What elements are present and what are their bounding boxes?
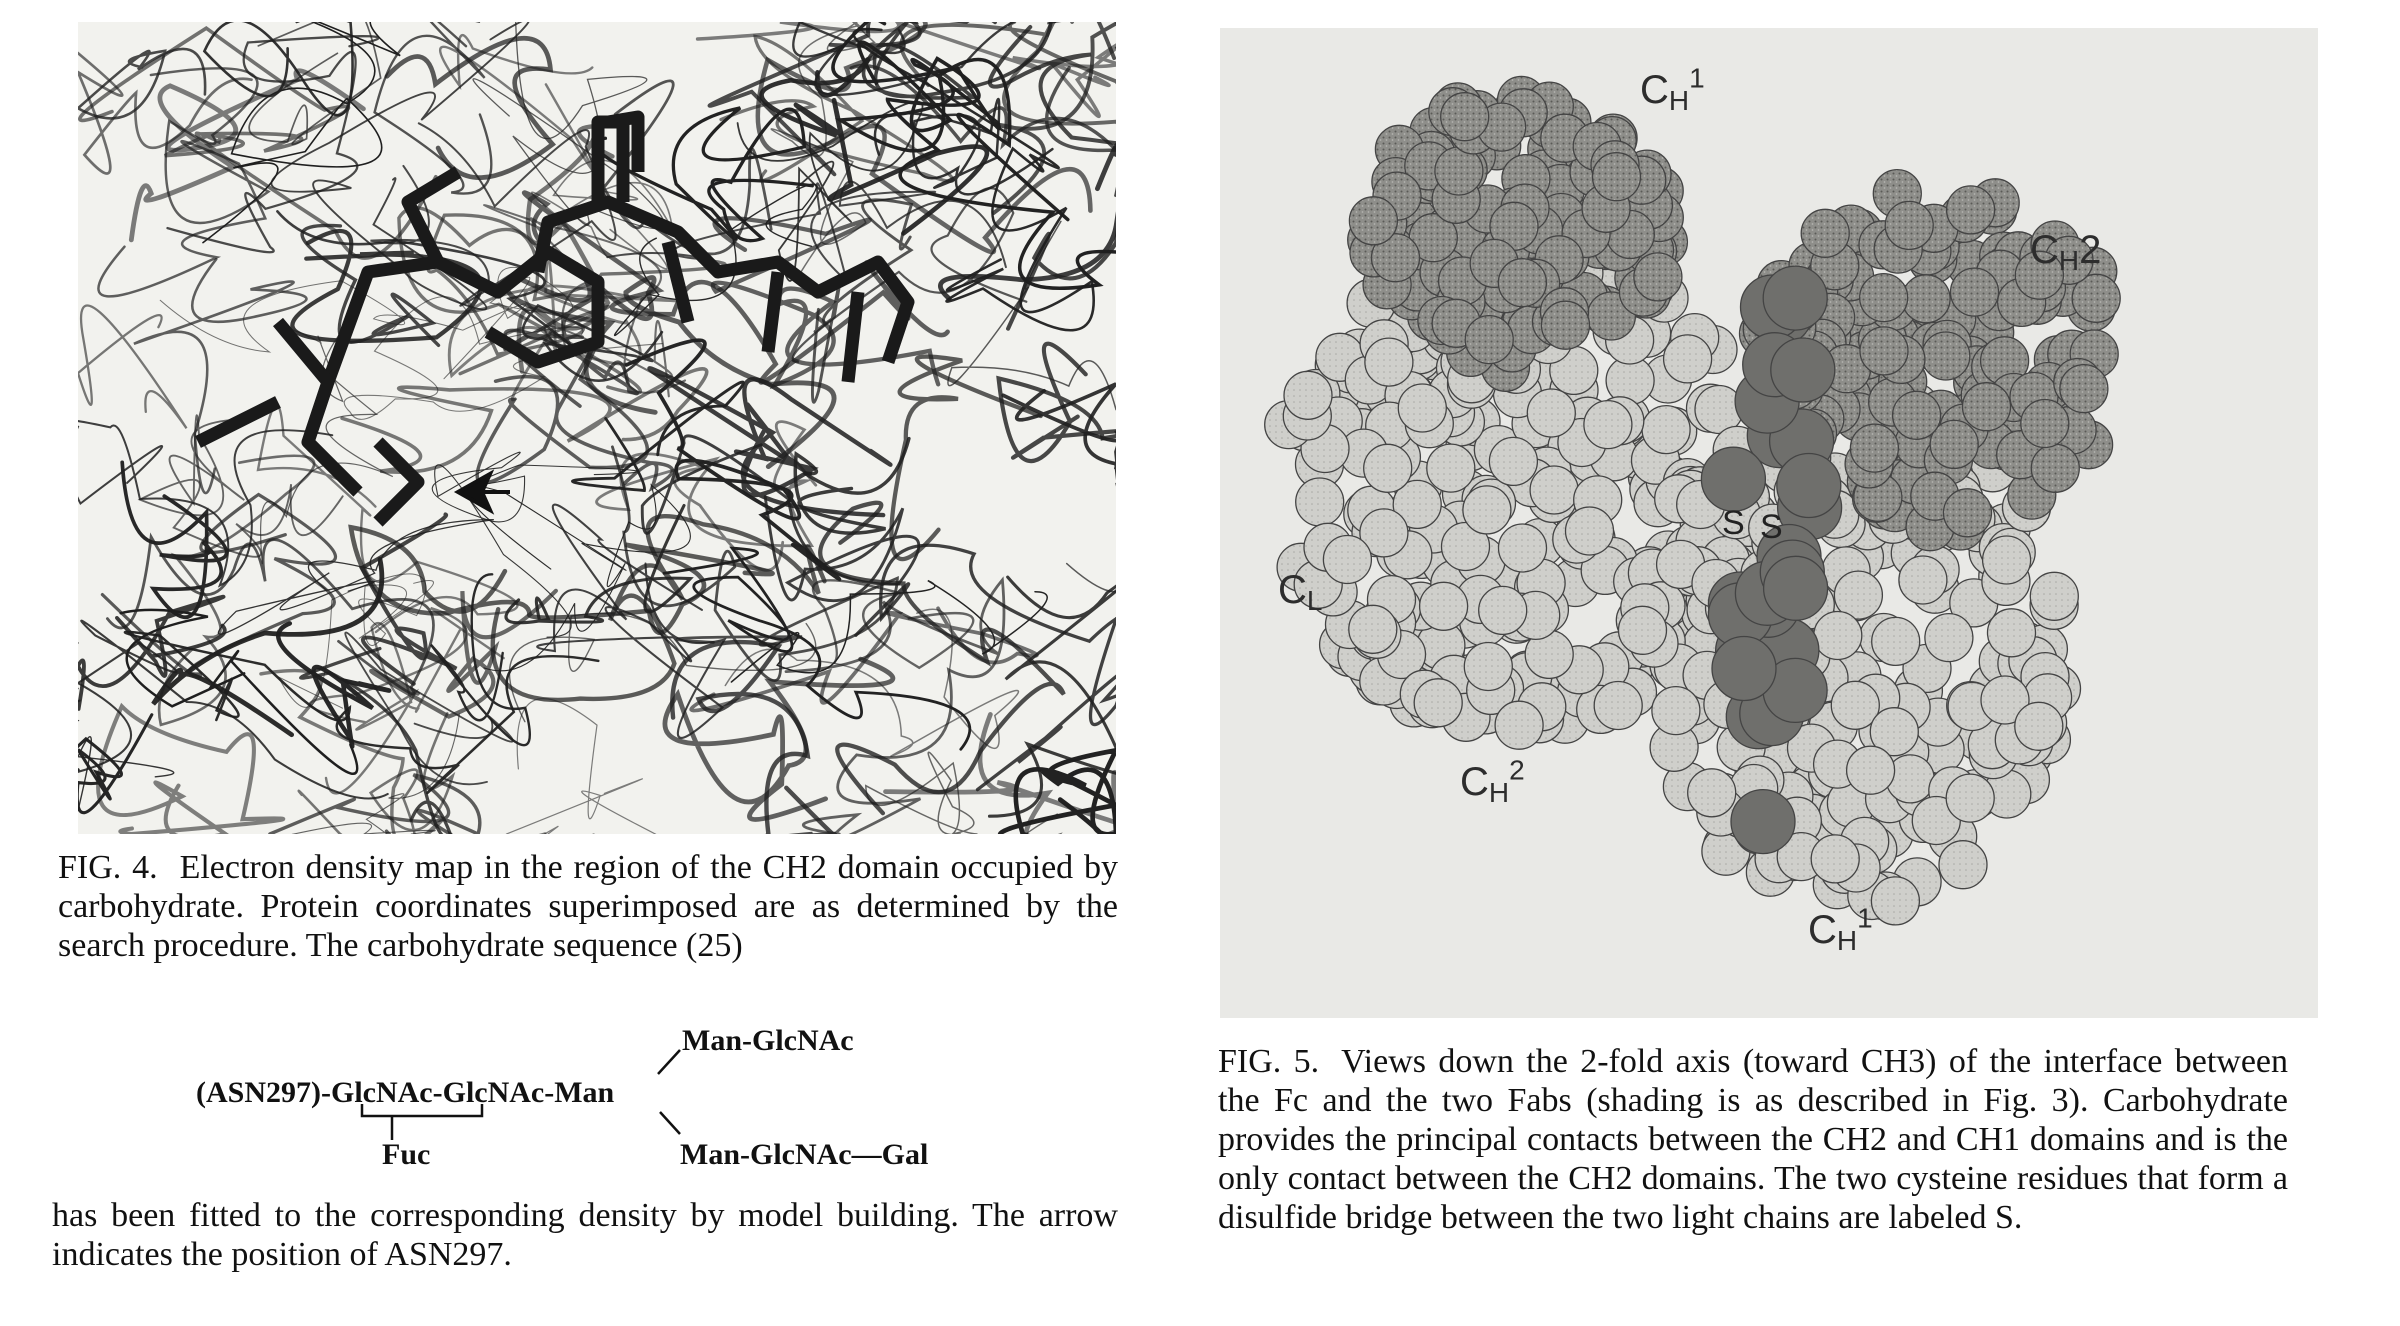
label-s-right: S <box>1760 508 1783 546</box>
label-ch2-top: $C_H2$ <box>2030 228 2102 276</box>
fig5-caption <box>1218 1042 2288 1237</box>
fig5-number: FIG. 5. <box>1218 1043 1320 1080</box>
fig4-caption-part2: has been fitted to the corresponding density by model building. The arrow indicates the position of ASN297. <box>52 1197 1118 1273</box>
label-s-left: S <box>1722 504 1745 542</box>
label-ch1-bottom: $C_H^1$ <box>1808 902 1873 956</box>
scheme-bond-lines <box>0 0 1100 1200</box>
label-cl: $C_L$ <box>1278 568 1323 616</box>
fig5-caption-text: Views down the 2-fold axis (toward CH3) of the interface between the Fc and the two Fabs (shading is as described in Fig. 3). Carbohydrate provides the principal contacts between the CH2 and CH1 domains and is the only contact between the CH2 domains. The two cysteine residues that form a disulfide bridge between the two light chains are labeled S. <box>1218 1043 2288 1236</box>
scheme-main-chain: (ASN297)-GlcNAc-GlcNAc-Man <box>196 1076 615 1109</box>
label-ch1-top: $C_H^1$ <box>1640 62 1705 116</box>
scheme-bottom-branch: Man-GlcNAc—Gal <box>680 1138 929 1171</box>
fig4-caption-text: Electron density map in the region of the CH2 domain occupied by carbohydrate. Protein coordinates superimposed are as determined by the search procedure. The carbohydrate sequence (25) <box>58 849 1118 964</box>
scheme-fucose: Fuc <box>382 1138 431 1171</box>
fig4-number: FIG. 4. <box>58 849 158 886</box>
label-ch2-bottom: $C_H^2$ <box>1460 754 1525 808</box>
scheme-top-branch: Man-GlcNAc <box>682 1024 854 1057</box>
fig5-space-filling-model <box>1220 28 2318 1018</box>
